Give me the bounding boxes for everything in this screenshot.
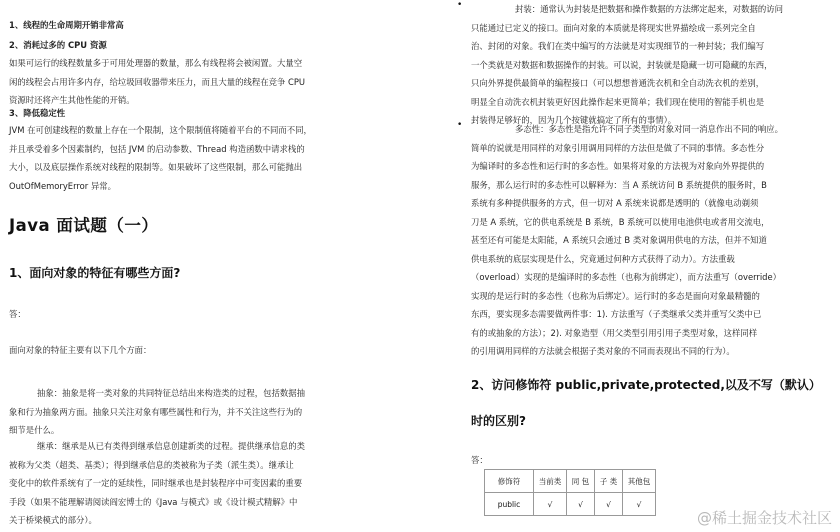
text-line: 并且承受着多个因素制约，包括 JVM 的启动参数、Thread 构造函数中请求栈的 (9, 143, 305, 154)
table-cell: public (485, 493, 534, 516)
table-header-cell: 其他包 (623, 470, 656, 493)
table-cell: √ (595, 493, 623, 516)
table-cell: √ (534, 493, 567, 516)
watermark: @稀土掘金技术社区 (696, 509, 832, 527)
paragraph-cpu (9, 54, 305, 110)
paragraph-abstraction (9, 384, 305, 440)
paragraph-encapsulation (457, 0, 826, 130)
text-line: 变化中的软件系统有了一定的延续性，同时继承也是封装程序中可变因素的重要 (9, 478, 303, 488)
table-header-cell: 同 包 (567, 470, 595, 493)
access-modifier-table (484, 469, 656, 516)
intro-text: 面向对象的特征主要有以下几个方面： (9, 345, 152, 355)
text-line: 只向外界提供最简单的编程接口（可以想想普通洗衣机和全自动洗衣机的差别， (471, 78, 765, 88)
text-line: 继承：继承是从已有类得到继承信息创建新类的过程。提供继承信息的类 (37, 441, 305, 451)
bullet-icon: • (457, 120, 463, 130)
text-line: 供电系统的底层实现是什么，究竟通过何种方式获得了动力）。方法重载 (471, 253, 735, 264)
bullet-icon: • (457, 0, 463, 10)
table-header-cell: 当前类 (534, 470, 567, 493)
text-line: 系统有多种提供服务的方式，但一切对 A 系统来说都是透明的（就像电动剃须 (471, 198, 759, 208)
text-line: 手段（如果不能理解请阅读阎宏博士的《Java 与模式》或《设计模式精解》中 (9, 496, 298, 507)
question-heading-2-cont: 时的区别? (471, 414, 526, 428)
text-line: 关于桥梁模式的部分）。 (9, 515, 97, 525)
text-line: 东西，要实现多态需要做两件事：1). 方法重写（子类继承父类并重写父类中已 (471, 309, 762, 319)
text-line: （overload）实现的是编译时的多态性（也称为前绑定），而方法重写（override） (471, 272, 782, 282)
paragraph-polymorphism (457, 120, 826, 361)
question-heading-1: 1、面向对象的特征有哪些方面? (9, 266, 181, 280)
table-header-cell: 修饰符 (485, 470, 534, 493)
table-cell: √ (623, 493, 656, 516)
text-line: 一个类就是对数据和数据操作的封装。可以说，封装就是隐藏一切可隐藏的东西， (471, 59, 773, 70)
item-heading-3: 3、降低稳定性 (9, 108, 66, 118)
table-header-cell: 子 类 (595, 470, 623, 493)
table-header-row (485, 470, 656, 493)
text-line: 只能通过已定义的接口。面向对象的本质就是将现实世界描绘成一系列完全自 (471, 22, 756, 33)
text-line: 被称为父类（超类、基类）；得到继承信息的类被称为子类（派生类）。继承让 (9, 459, 294, 470)
text-line: JVM 在可创建线程的数量上存在一个限制，这个限制值将随着平台的不同而不同， (9, 125, 312, 135)
text-line: 有的或抽象的方法）；2). 对象造型（用父类型引用引用子类型对象，这样同样 (471, 327, 758, 338)
text-line: 象和行为抽象两方面。抽象只关注对象有哪些属性和行为，并不关注这些行为的 (9, 406, 303, 417)
text-line: 为编译时的多态性和运行时的多态性。如果将对象的方法视为对象向外界提供的 (471, 161, 765, 171)
text-line: 刀是 A 系统，它的供电系统是 B 系统，B 系统可以使用电池供电或者用交流电， (471, 216, 770, 227)
text-line: 甚至还有可能是太阳能，A 系统只会通过 B 类对象调用供电的方法，但并不知道 (471, 235, 767, 245)
text-line: OutOfMemoryError 异常。 (9, 180, 116, 191)
question-heading-2: 2、访问修饰符 public,private,protected,以及不写（默认） (471, 378, 821, 392)
text-line: 简单的说就是用同样的对象引用调用同样的方法但是做了不同的事情。多态性分 (471, 142, 765, 153)
table-row (485, 493, 656, 516)
text-line: 如果可运行的线程数量多于可用处理器的数量，那么有线程将会被闲置。大量空 (9, 58, 303, 68)
text-line: 的引用调用同样的方法就会根据子类对象的不同而表现出不同的行为）。 (471, 346, 735, 356)
text-line: 实现的是运行时的多态性（也称为后绑定）。运行时的多态是面向对象最精髓的 (471, 290, 760, 301)
paragraph-stability (9, 121, 312, 195)
text-line: 大小，以及底层操作系统对线程的限制等。如果破坏了这些限制，那么可能抛出 (9, 162, 303, 172)
answer-label: 答： (9, 309, 26, 319)
text-line: 资源时还将产生其他性能的开销。 (9, 95, 135, 105)
text-line: 治、封闭的对象。我们在类中编写的方法就是对实现细节的一种封装；我们编写 (471, 41, 765, 51)
text-line: 细节是什么。 (9, 425, 60, 435)
item-heading-1: 1、线程的生命周期开销非常高 (9, 20, 124, 30)
item-heading-2: 2、消耗过多的 CPU 资源 (9, 40, 107, 50)
table-cell: √ (567, 493, 595, 516)
text-line: 闲的线程会占用许多内存，给垃圾回收器带来压力，而且大量的线程在竞争 CPU (9, 76, 306, 87)
text-line: 封装得足够好的，因为几个按键就搞定了所有的事情）。 (471, 115, 677, 125)
text-line: 封装：通常认为封装是把数据和操作数据的方法绑定起来，对数据的访问 (515, 4, 783, 14)
paragraph-inheritance (9, 437, 305, 530)
text-line: 抽象：抽象是将一类对象的共同特征总结出来构造类的过程，包括数据抽 (37, 388, 305, 398)
text-line: 多态性：多态性是指允许不同子类型的对象对同一消息作出不同的响应。 (515, 124, 783, 134)
text-line: 服务，那么运行时的多态性可以解释为：当 A 系统访问 B 系统提供的服务时，B (471, 179, 767, 190)
answer-label: 答： (471, 455, 488, 465)
page-title: Java 面试题（一） (9, 216, 159, 235)
text-line: 明显全自动洗衣机封装更好因此操作起来更简单；我们现在使用的智能手机也是 (471, 96, 765, 107)
